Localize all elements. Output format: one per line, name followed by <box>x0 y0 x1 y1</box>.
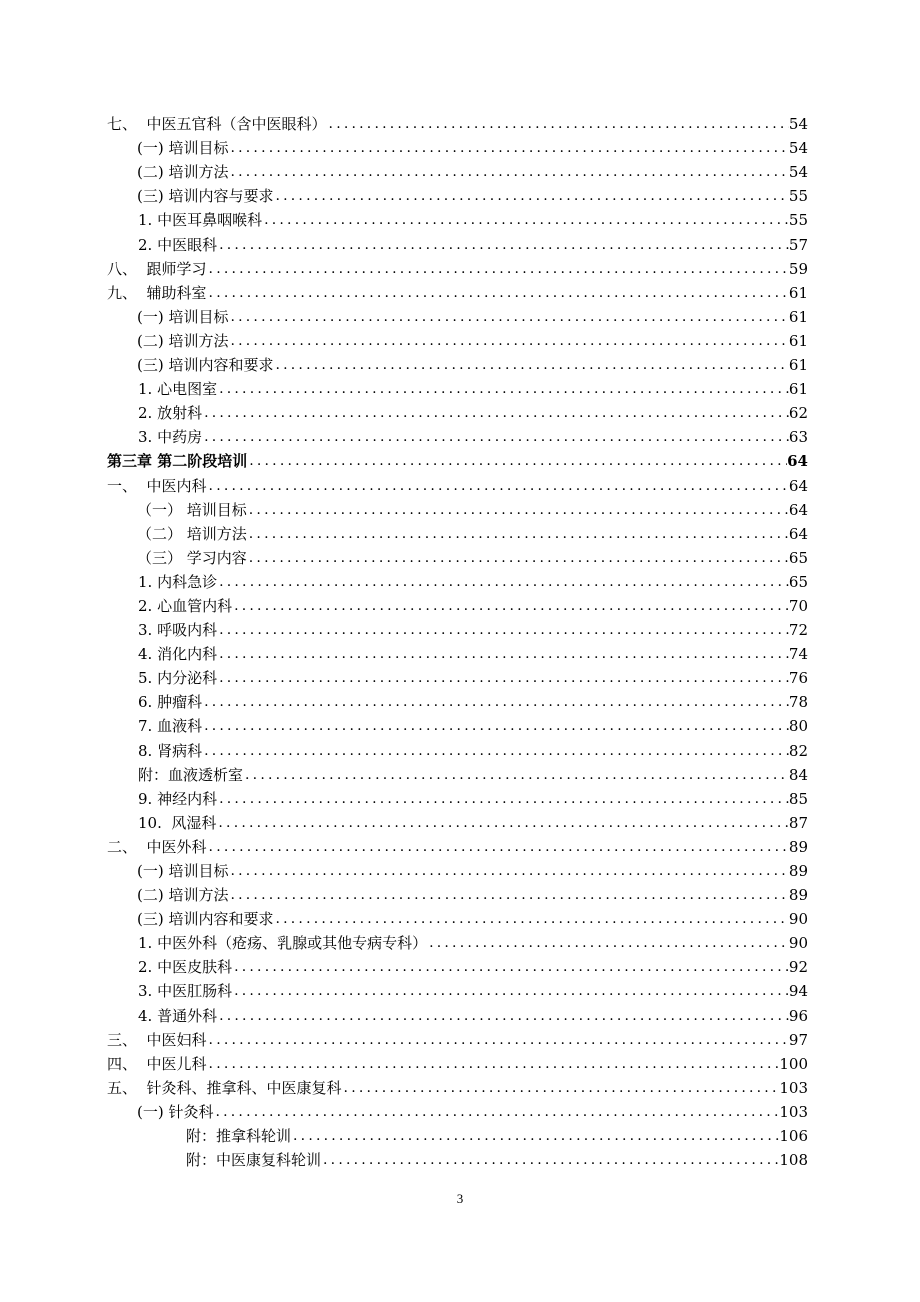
toc-dot-leader <box>228 306 788 328</box>
toc-entry[interactable] <box>107 545 808 569</box>
toc-entry[interactable] <box>107 448 808 472</box>
toc-dot-leader <box>232 980 789 1002</box>
toc-entry-label: 7. 血液科 <box>138 717 203 736</box>
toc-dot-leader <box>202 402 789 424</box>
toc-entry[interactable] <box>107 1123 808 1147</box>
toc-dot-leader <box>207 1029 789 1051</box>
toc-entry[interactable] <box>107 1147 808 1171</box>
toc-dot-leader <box>202 740 789 762</box>
toc-entry-label: （三） 学习内容 <box>137 548 247 567</box>
toc-entry[interactable] <box>107 930 808 954</box>
toc-entry[interactable] <box>107 328 808 352</box>
toc-entry-page-number: 97 <box>788 1030 808 1049</box>
toc-entry-page-number: 61 <box>788 283 808 302</box>
toc-entry[interactable] <box>107 713 808 737</box>
toc-entry-label: 二、 中医外科 <box>107 837 207 856</box>
toc-entry-label: 4. 消化内科 <box>138 645 218 664</box>
toc-entry-page-number: 92 <box>788 958 808 977</box>
toc-entry-page-number: 61 <box>788 331 808 350</box>
toc-entry[interactable] <box>107 834 808 858</box>
toc-entry-page-number: 64 <box>788 500 808 519</box>
toc-dot-leader <box>243 764 789 786</box>
toc-entry-page-number: 64 <box>788 524 808 543</box>
toc-entry-label: 3. 呼吸内科 <box>138 621 218 640</box>
toc-entry-page-number: 74 <box>788 645 808 664</box>
toc-entry-page-number: 61 <box>788 380 808 399</box>
toc-entry-label: (二) 培训方法 <box>137 331 229 350</box>
toc-entry-page-number: 54 <box>788 139 808 158</box>
toc-entry[interactable] <box>107 954 808 978</box>
toc-entry-page-number: 59 <box>788 259 808 278</box>
toc-dot-leader <box>217 788 789 810</box>
toc-entry-label: 3. 中药房 <box>138 428 203 447</box>
toc-entry[interactable] <box>107 352 808 376</box>
toc-entry-page-number: 61 <box>788 356 808 375</box>
toc-entry-label: 10. 风湿科 <box>138 813 217 832</box>
toc-entry[interactable] <box>107 280 808 304</box>
toc-dot-leader <box>207 836 789 858</box>
toc-entry-label: (三) 培训内容与要求 <box>137 187 274 206</box>
toc-entry-label: 3. 中医肛肠科 <box>138 982 233 1001</box>
toc-entry-page-number: 85 <box>788 789 808 808</box>
toc-entry[interactable] <box>107 810 808 834</box>
toc-entry-page-number: 62 <box>788 404 808 423</box>
toc-entry-page-number: 57 <box>788 235 808 254</box>
toc-entry-label: (一) 针灸科 <box>137 1102 214 1121</box>
toc-dot-leader <box>217 571 789 593</box>
toc-entry-label: 2. 中医皮肤科 <box>138 958 233 977</box>
toc-entry-page-number: 76 <box>788 669 808 688</box>
toc-dot-leader <box>327 113 789 135</box>
toc-entry[interactable] <box>107 231 808 255</box>
toc-entry-page-number: 90 <box>788 934 808 953</box>
toc-entry[interactable] <box>107 521 808 545</box>
toc-entry-page-number: 61 <box>788 307 808 326</box>
toc-dot-leader <box>217 619 789 641</box>
toc-entry-page-number: 72 <box>788 621 808 640</box>
toc-entry-page-number: 87 <box>788 813 808 832</box>
toc-entry-label: （二） 培训方法 <box>137 524 247 543</box>
toc-entry-label: 附：中医康复科轮训 <box>186 1151 322 1170</box>
toc-dot-leader <box>207 475 789 497</box>
toc-dot-leader <box>342 1077 780 1099</box>
toc-entry-label: 2. 放射科 <box>138 404 203 423</box>
toc-entry-page-number: 64 <box>788 476 808 495</box>
toc-entry-page-number: 70 <box>788 596 808 615</box>
toc-entry[interactable] <box>107 665 808 689</box>
toc-dot-leader <box>228 161 788 183</box>
toc-entry-label: 八、 跟师学习 <box>107 259 207 278</box>
toc-entry-page-number: 108 <box>779 1151 808 1170</box>
toc-entry-label: 附：血液透析室 <box>138 765 244 784</box>
toc-dot-leader <box>228 137 788 159</box>
toc-entry-label: 附：推拿科轮训 <box>186 1127 292 1146</box>
toc-entry-page-number: 89 <box>788 862 808 880</box>
toc-entry-label: 第三章 第二阶段培训 <box>107 452 248 471</box>
toc-dot-leader <box>207 282 789 304</box>
toc-entry[interactable] <box>107 593 808 617</box>
toc-dot-leader <box>427 932 789 954</box>
toc-entry[interactable] <box>107 762 808 786</box>
toc-entry-page-number: 84 <box>788 765 808 784</box>
toc-dot-leader <box>291 1125 779 1147</box>
toc-entry-page-number: 78 <box>788 693 808 712</box>
toc-entry-label: 九、 辅助科室 <box>107 283 207 302</box>
toc-entry[interactable] <box>107 304 808 328</box>
toc-entry-label: (一) 培训目标 <box>137 862 229 880</box>
toc-entry-label: 五、 针灸科、推拿科、中医康复科 <box>107 1078 342 1097</box>
toc-entry-page-number: 94 <box>788 982 808 1001</box>
toc-entry[interactable] <box>107 159 808 183</box>
toc-entry-label: 1. 心电图室 <box>138 380 218 399</box>
toc-entry-label: （一） 培训目标 <box>137 500 247 519</box>
toc-entry[interactable] <box>107 376 808 400</box>
toc-dot-leader <box>228 860 788 882</box>
toc-entry-label: 七、 中医五官科（含中医眼科） <box>107 115 327 134</box>
toc-entry-page-number: 54 <box>788 163 808 182</box>
toc-entry-label: (二) 培训方法 <box>137 886 229 905</box>
toc-entry-page-number: 103 <box>779 1078 808 1097</box>
toc-dot-leader <box>216 812 789 834</box>
toc-entry-page-number: 55 <box>788 187 808 206</box>
toc-dot-leader <box>247 547 789 569</box>
toc-entry[interactable] <box>107 1075 808 1099</box>
toc-entry-page-number: 89 <box>788 837 808 856</box>
toc-dot-leader <box>247 499 789 521</box>
toc-entry[interactable] <box>107 424 808 448</box>
toc-entry-page-number: 65 <box>788 548 808 567</box>
toc-entry[interactable] <box>107 1002 808 1026</box>
toc-entry-page-number: 103 <box>779 1102 808 1121</box>
toc-dot-leader <box>202 426 789 448</box>
toc-entry-page-number: 55 <box>788 211 808 230</box>
toc-entry-label: (三) 培训内容和要求 <box>137 356 274 375</box>
toc-entry-label: 4. 普通外科 <box>138 1006 218 1025</box>
toc-entry-page-number: 90 <box>788 910 808 929</box>
toc-entry-label: (二) 培训方法 <box>137 163 229 182</box>
toc-dot-leader <box>207 258 789 280</box>
toc-entry-page-number: 65 <box>788 572 808 591</box>
toc-entry-page-number: 106 <box>779 1127 808 1146</box>
toc-entry[interactable] <box>107 858 808 882</box>
page-number: 3 <box>456 1191 464 1206</box>
toc-entry-page-number: 64 <box>787 452 808 471</box>
toc-entry[interactable] <box>107 1027 808 1051</box>
toc-entry[interactable] <box>107 737 808 761</box>
toc-dot-leader <box>207 1053 780 1075</box>
toc-dot-leader <box>273 354 788 376</box>
toc-dot-leader <box>217 667 789 689</box>
toc-entry[interactable] <box>107 183 808 207</box>
toc-dot-leader <box>202 715 789 737</box>
toc-entry-label: 一、 中医内科 <box>107 476 207 495</box>
toc-entry[interactable] <box>107 641 808 665</box>
toc-entry-page-number: 82 <box>788 741 808 760</box>
toc-entry[interactable] <box>107 256 808 280</box>
toc-dot-leader <box>247 450 787 472</box>
toc-entry-label: 三、 中医妇科 <box>107 1030 207 1049</box>
toc-entry[interactable] <box>107 400 808 424</box>
toc-dot-leader <box>217 643 789 665</box>
toc-entry-page-number: 89 <box>788 886 808 905</box>
toc-entry-label: 四、 中医儿科 <box>107 1054 207 1073</box>
toc-dot-leader <box>228 884 788 906</box>
toc-entry-label: 8. 肾病科 <box>138 741 203 760</box>
toc-entry-label: 1. 中医外科（疮疡、乳腺或其他专病专科） <box>138 934 428 953</box>
toc-entry[interactable] <box>107 207 808 231</box>
toc-entry-label: 1. 内科急诊 <box>138 572 218 591</box>
toc-entry-label: 6. 肿瘤科 <box>138 693 203 712</box>
toc-entry[interactable] <box>107 689 808 713</box>
toc-entry[interactable] <box>107 882 808 906</box>
toc-dot-leader <box>217 1005 789 1027</box>
toc-entry[interactable] <box>107 978 808 1002</box>
toc-entry-page-number: 54 <box>788 115 808 134</box>
toc-dot-leader <box>217 378 789 400</box>
toc-entry[interactable] <box>107 1099 808 1123</box>
toc-entry[interactable] <box>107 569 808 593</box>
toc-dot-leader <box>213 1101 779 1123</box>
toc-dot-leader <box>232 956 789 978</box>
toc-entry[interactable] <box>107 1051 808 1075</box>
toc-dot-leader <box>321 1149 779 1171</box>
toc-entry-label: (三) 培训内容和要求 <box>137 910 274 929</box>
toc-entry-label: 5. 内分泌科 <box>138 669 218 688</box>
toc-entry[interactable] <box>107 472 808 496</box>
toc-entry[interactable] <box>107 786 808 810</box>
toc-entry-label: (一) 培训目标 <box>137 307 229 326</box>
toc-dot-leader <box>273 908 788 930</box>
toc-dot-leader <box>273 185 788 207</box>
toc-entry-label: 2. 心血管内科 <box>138 596 233 615</box>
toc-entry-label: 2. 中医眼科 <box>138 235 218 254</box>
toc-entry-page-number: 63 <box>788 428 808 447</box>
toc-entry[interactable] <box>107 111 808 135</box>
toc-entry[interactable] <box>107 617 808 641</box>
toc-entry[interactable] <box>107 497 808 521</box>
table-of-contents <box>107 111 808 1171</box>
toc-entry-page-number: 80 <box>788 717 808 736</box>
toc-entry-page-number: 96 <box>788 1006 808 1025</box>
toc-entry-label: (一) 培训目标 <box>137 139 229 158</box>
toc-entry[interactable] <box>107 135 808 159</box>
toc-entry-page-number: 100 <box>779 1054 808 1073</box>
toc-entry-label: 1. 中医耳鼻咽喉科 <box>138 211 263 230</box>
toc-entry[interactable] <box>107 906 808 930</box>
toc-dot-leader <box>247 523 789 545</box>
toc-dot-leader <box>228 330 788 352</box>
toc-entry-label: 9. 神经内科 <box>138 789 218 808</box>
toc-dot-leader <box>202 691 789 713</box>
toc-dot-leader <box>232 595 789 617</box>
toc-dot-leader <box>217 234 789 256</box>
toc-dot-leader <box>262 209 789 231</box>
